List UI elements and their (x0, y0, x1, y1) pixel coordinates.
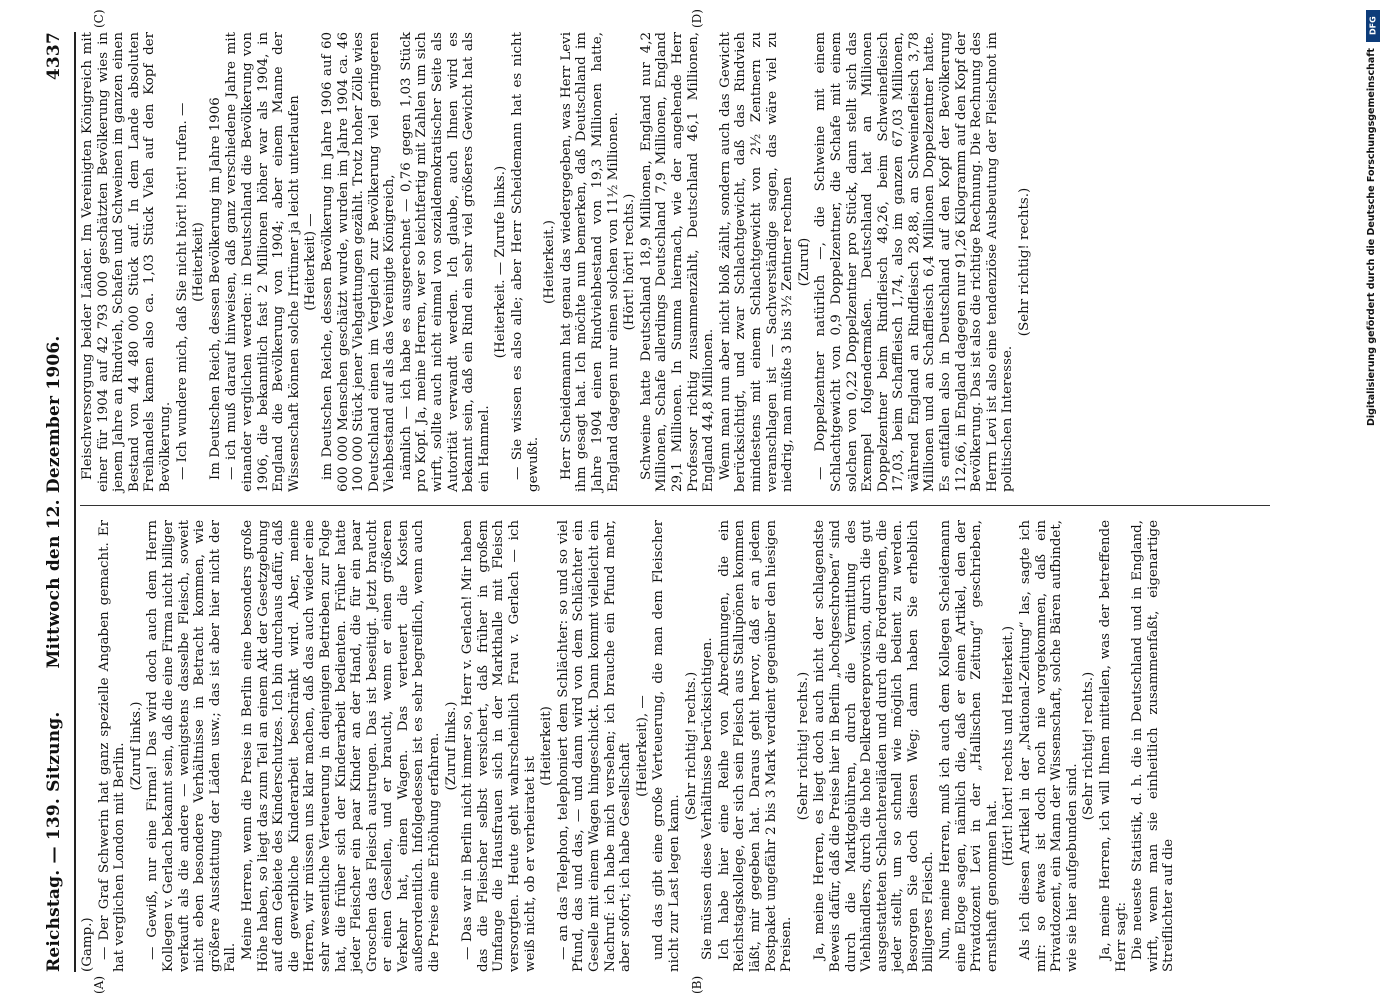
paragraph: — Gewiß, nur eine Firma! Das wird doch auch dem Herrn Kollegen v. Gerlach bekannt sein, daß die eine Firma nicht billiger verkauft als die andere — wenigstens dasselbe Fleisch, soweit nicht eben besondere Verhältnisse in Betracht kommen, wie größere Ausstattung der Läden usw.; das ist aber hier nicht der Fall. (145, 520, 239, 972)
header-page-number: 4337 (44, 32, 64, 81)
paragraph: Im Deutschen Reich, dessen Bevölkerung im Jahre 1906 (207, 97, 223, 480)
paragraph: (Heiterkeit) (191, 222, 207, 302)
paragraph: — Ich wundere mich, daß Sie nicht hört! hört! rufen. — (174, 102, 190, 480)
paragraph: Sie müssen diese Verhältnisse berücksichtigen. (700, 637, 716, 960)
paragraph: Meine Herren, wenn die Preise in Berlin eine besonders große Höhe haben, so liegt das zum Teil an einem Akt der Gesetzgebung auf dem Gebiete des Kinderschutzes. Ich bin durchaus dafür, daß die gewerbliche Kinderarbeit beschränkt wird. Aber, meine Herren, wir müssen uns klar machen, daß das auch wieder eine sehr wesentliche Verteuerung in denjenigen Betrieben zur Folge hat, die früher sich der Kinderarbeit bedienten. Früher hatte jeder Fleischer ein paar Kinder an der Hand, die für ein paar Groschen das Fleisch austrugen. Das ist beseitigt. Jetzt braucht er einen Gesellen, und er braucht, wenn er einen größeren Verkehr hat, einen Wagen. Das verteuert die Kosten außerordentlich. Infolgedessen ist es sehr begreiflich, wenn auch die Preise eine Erhöhung erfahren. (239, 520, 443, 972)
margin-marker-a: (A) (92, 975, 106, 994)
paragraph: — an das Telephon, telephoniert dem Schlächter: so und so viel Pfund, das und das, — und dann wird von dem Schlächter ein Geselle mit einem Wagen hingeschickt. Dann kommt vielleicht ein Nachruf: ich habe mich versehen; ich brauche ein Pfund mehr, aber sofort; ich habe Gesellschaft (555, 520, 634, 972)
paragraph: (Sehr richtig! rechts.) (1017, 187, 1033, 337)
digitization-note: Digitalisierung gefördert durch die Deutsche Forschungsgemeinschaft (1366, 48, 1377, 426)
paragraph: Die neueste Statistik, d. h. die in Deutschland und in England, wirft, wenn man sie einheitlich zusammenfaßt, eigenartige Streiflichter auf die (1130, 520, 1177, 972)
paragraph: Ja, meine Herren, es liegt doch auch nicht der schlagendste Beweis dafür, daß die Preise hier in Berlin „hochgeschroben“ sind durch die Marktgebühren, durch die Vermittlung des Viehhändlers, durch die hohe Delkredereprovision, durch die gut ausgestatteten Schlachtereiläden und durch die Forderungen, die jeder stellt, um so schnell wie möglich bedient zu werden. Besorgen Sie doch diesen Weg; dann haben Sie erheblich billigeres Fleisch. (812, 520, 937, 972)
paragraph: (Zuruf links.) (443, 701, 459, 791)
paragraph: — Der Graf Schwerin hat ganz spezielle Angaben gemacht. Er hat verglichen London mit Berlin. (96, 520, 128, 972)
margin-marker-d: (D) (690, 9, 704, 28)
paragraph: Schweine hatte Deutschland 18,9 Millionen, England nur 4,2 Millionen, Schafe allerdings Deutschland 7,9 Millionen, England 29,1 Millionen. In Summa hiernach, wie der angehende Herr Professor richtig zusammenzählt, Deutschland 46,1 Millionen, England 44,8 Millionen. (638, 32, 717, 492)
left-column (80, 520, 1270, 972)
paragraph: (Zuruf links.) (128, 701, 144, 791)
paragraph: Wenn man nun aber nicht bloß zählt, sondern auch das Gewicht berücksichtigt, und zwar Schlachtgewicht, daß das Rindvieh mindestens mit einem Schlachtgewicht von 2½ Zentnern zu veranschlagen ist — Sachverständige sagen, das wäre viel zu niedrig, man müßte 3 bis 3½ Zentner rechnen (717, 32, 796, 492)
margin-marker-b: (B) (690, 975, 704, 994)
header-rule (74, 32, 76, 972)
paragraph: (Heiterkeit. — Zurufe links.) (493, 165, 509, 359)
paragraph: (Hört! hört! rechts.) (622, 193, 638, 331)
paragraph: Als ich diesen Artikel in der „National-Zeitung“ las, sagte ich mir: so etwas ist doch noch nie vorgekommen, daß ein Privatdozent, ein Mann der Wissenschaft, solche Bären aufbindet, wie sie hier aufgebunden sind. (1018, 520, 1080, 972)
right-column (80, 32, 1270, 492)
paragraph: und das gibt eine große Verteuerung, die man dem Fleischer nicht zur Last legen kann. (651, 520, 682, 972)
paragraph: (Heiterkeit.) (542, 220, 558, 304)
paragraph: (Heiterkeit) (539, 706, 555, 786)
header-session: Reichstag. — 139. Sitzung. (44, 711, 64, 972)
dfg-logo: DFG (1366, 10, 1380, 42)
header-date: Mittwoch den 12. Dezember 1906. (44, 335, 64, 669)
paragraph: (Zuruf) (796, 237, 812, 287)
paragraph: (Heiterkeit), — (634, 695, 650, 797)
margin-marker-c: (C) (92, 9, 106, 28)
paragraph: (Sehr richtig! rechts.) (795, 671, 811, 821)
paragraph: — ich muß darauf hinweisen, daß ganz verschiedene Jahre mit einander verglichen werden: in Deutschland die Bevölkerung von 1906, die bekanntlich fast 2 Millionen höher war als 1904, in England die Bevölkerung von 1904; aber einem Manne der Wissenschaft können solche Irrtümer ja leicht unterlaufen (224, 32, 302, 492)
paragraph: (Sehr richtig! rechts.) (683, 671, 699, 821)
paragraph: — Sie wissen es also alle; aber Herr Scheidemann hat es nicht gewußt. (510, 32, 541, 492)
paragraph: Herr Scheidemann hat genau das wiedergegeben, was Herr Levi ihm gesagt hat. Ich möchte nun bemerken, daß Deutschland im Jahre 1904 einen Rindviehbestand von 19,3 Millionen hatte, England dagegen nur einen solchen von 11½ Millionen. (558, 32, 621, 492)
paragraph: — Doppelzentner natürlich —, die Schweine mit einem Schlachtgewicht von 0,9 Doppelzentner, die Schafe mit einem solchen von 0,22 Doppelzentner pro Stück, dann stellt sich das Exempel folgendermaßen. Deutschland hat an Millionen Doppelzentner beim Rindfleisch 48,26, beim Schweinefleisch 17,03, beim Schaffleisch 1,74, also im ganzen 67,03 Millionen, während England an Rindfleisch 28,88, an Schweinefleisch 3,78 Millionen und an Schaffleisch 6,4 Millionen Doppelzentner hatte. Es entfallen also in Deutschland auf den Kopf der Bevölkerung 112,66, in England dagegen nur 91,26 Kilogramm auf den Kopf der Bevölkerung. Das ist also die richtige Rechnung. Die Rechnung des Herrn Levi ist also eine tendenziöse Ausbeutung der Fleischnot im politischen Interesse. (813, 32, 1016, 492)
paragraph: Nun, meine Herren, muß ich auch dem Kollegen Scheidemann eine Eloge sagen, nämlich die, daß er einen Artikel, den der Privatdozent Levi in der „Hallischen Zeitung“ geschrieben, ernsthaft genommen hat. (938, 520, 1000, 972)
paragraph: Ja, meine Herren, ich will Ihnen mitteilen, was der betreffende Herr sagt: (1098, 520, 1129, 972)
column-divider (80, 505, 1270, 506)
paragraph: im Deutschen Reiche, dessen Bevölkerung im Jahre 1906 auf 60 600 000 Menschen geschätzt wurde, wurden im Jahre 1904 ca. 46 100 000 Stück jener Viehgattungen gezählt. Trotz hoher Zölle wies Deutschland einen im Vergleich zur Bevölkerung viel geringeren Viehbestand auf als das Vereinigte Königreich, (319, 32, 398, 492)
paragraph: (Heiterkeit) — (303, 213, 319, 311)
paragraph: Fleischversorgung beider Länder. Im Vereinigten Königreich mit einer für 1904 auf 42 793 000 geschätzten Bevölkerung wies in jenem Jahre an Rindvieh, Schafen und Schweinen im ganzen einen Bestand von 44 480 000 Stück auf. In dem Lande absoluten Freihandels kamen also ca. 1,03 Stück Vieh auf den Kopf der Bevölkerung. (80, 32, 173, 492)
paragraph: Ich habe hier eine Reihe von Abrechnungen, die ein Reichstagskollege, der sich sein Fleisch aus Stallupönen kommen läßt, mir gegeben hat. Daraus geht hervor, daß er an jedem Postpaket ungefähr 2 bis 3 Mark verdient gegenüber den hiesigen Preisen. (716, 520, 795, 972)
paragraph: nämlich — ich habe es ausgerechnet — 0,76 gegen 1,03 Stück pro Kopf. Ja, meine Herren, wer so leichtfertig mit Zahlen um sich wirft, sollte auch nicht einmal von sozialdemokratischer Seite als Autorität verwandt werden. Ich glaube, auch Ihnen wird es bekannt sein, daß ein Rind ein sehr viel größeres Gewicht hat als ein Hammel. (398, 32, 492, 492)
paragraph: (Hört! hört! rechts und Heiterkeit.) (1001, 625, 1017, 867)
page-header (44, 32, 70, 972)
paragraph: (Sehr richtig! rechts.) (1081, 671, 1097, 821)
paragraph: — Das war in Berlin nicht immer so, Herr v. Gerlach! Mir haben das die Fleischer selbst versichert, daß früher in großem Umfange die Hausfrauen sich in der Markthalle mit Fleisch versorgten. Heute geht wahrscheinlich Frau v. Gerlach — ich weiß nicht, ob er verheiratet ist (460, 520, 538, 972)
speaker-tag: (Gamp.) (80, 917, 95, 972)
